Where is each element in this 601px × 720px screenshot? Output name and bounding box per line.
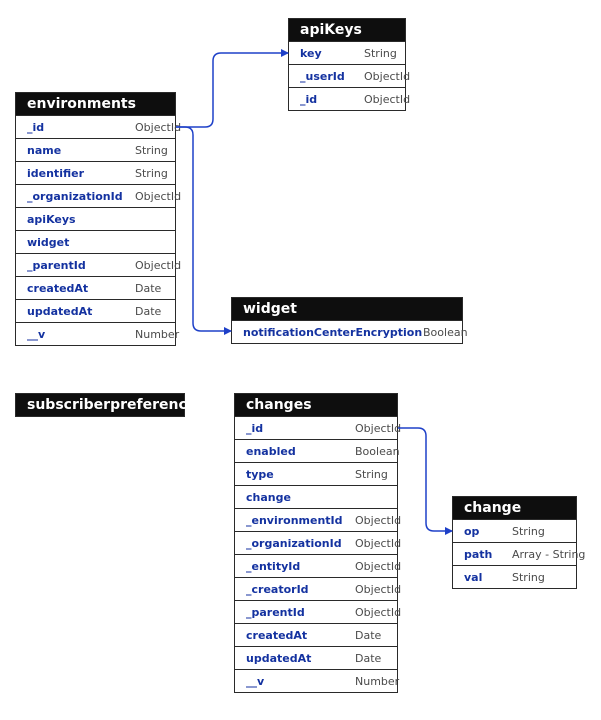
- table-subscriberpreferences: [15, 393, 205, 417]
- field-row: [453, 519, 576, 542]
- field-row: [16, 138, 175, 161]
- connector-environments-to-apiKeys: [176, 53, 288, 127]
- field-row: [453, 542, 586, 565]
- field-name: _userId: [300, 69, 345, 83]
- field-type: ObjectId: [355, 559, 402, 573]
- field-row: [453, 565, 576, 588]
- field-type: String: [135, 143, 168, 157]
- field-name: _id: [300, 92, 318, 106]
- field-row: [16, 184, 182, 207]
- table-widget: [231, 297, 468, 344]
- field-name: _entityId: [246, 559, 301, 573]
- field-name: apiKeys: [27, 212, 76, 226]
- field-name: type: [246, 467, 274, 481]
- field-type: Date: [135, 304, 162, 318]
- field-type: ObjectId: [135, 258, 182, 272]
- table-changes: [234, 393, 402, 693]
- field-type: ObjectId: [355, 536, 402, 550]
- field-name: path: [464, 547, 493, 561]
- field-name: op: [464, 524, 480, 538]
- field-row: [235, 462, 397, 485]
- field-row: [16, 161, 175, 184]
- field-name: createdAt: [27, 281, 89, 295]
- field-name: __v: [246, 674, 265, 688]
- field-row: [235, 439, 400, 462]
- table-apiKeys: [288, 18, 411, 111]
- field-name: val: [464, 570, 483, 584]
- field-row: [289, 87, 411, 110]
- field-name: _creatorId: [246, 582, 309, 596]
- field-name: updatedAt: [27, 304, 93, 318]
- field-type: String: [135, 166, 168, 180]
- field-row: [235, 416, 402, 439]
- table-title: change: [453, 497, 576, 519]
- field-name: createdAt: [246, 628, 308, 642]
- field-row: [16, 207, 175, 230]
- field-row: [16, 253, 182, 276]
- table-title: subscriberpreferences: [16, 394, 184, 416]
- connector-environments-to-widget: [176, 127, 231, 331]
- field-name: enabled: [246, 444, 296, 458]
- table-title: apiKeys: [289, 19, 405, 41]
- field-name: _parentId: [27, 258, 86, 272]
- table-change: [452, 496, 586, 589]
- table-title: widget: [232, 298, 462, 320]
- field-row: [232, 320, 468, 343]
- field-name: change: [246, 490, 291, 504]
- field-type: String: [355, 467, 388, 481]
- field-type: String: [364, 46, 397, 60]
- field-name: notificationCenterEncryption: [243, 325, 423, 339]
- field-type: Number: [355, 674, 400, 688]
- field-type: ObjectId: [135, 189, 182, 203]
- table-title: changes: [235, 394, 397, 416]
- field-row: [16, 322, 180, 345]
- field-type: ObjectId: [355, 605, 402, 619]
- field-row: [235, 554, 402, 577]
- field-type: Date: [135, 281, 162, 295]
- field-type: Boolean: [355, 444, 400, 458]
- field-row: [16, 115, 182, 138]
- field-type: Boolean: [423, 325, 468, 339]
- field-type: Date: [355, 651, 382, 665]
- field-name: _organizationId: [246, 536, 342, 550]
- field-type: ObjectId: [355, 513, 402, 527]
- field-type: Date: [355, 628, 382, 642]
- field-type: ObjectId: [364, 69, 411, 83]
- field-type: Number: [135, 327, 180, 341]
- field-name: updatedAt: [246, 651, 312, 665]
- field-type: ObjectId: [355, 421, 402, 435]
- field-name: _id: [27, 120, 45, 134]
- field-row: [289, 64, 411, 87]
- field-row: [235, 669, 400, 692]
- field-name: _organizationId: [27, 189, 123, 203]
- field-type: String: [512, 524, 545, 538]
- field-name: __v: [27, 327, 46, 341]
- field-type: ObjectId: [355, 582, 402, 596]
- field-name: name: [27, 143, 62, 157]
- field-row: [235, 485, 397, 508]
- field-row: [235, 577, 402, 600]
- field-row: [235, 531, 402, 554]
- table-title: environments: [16, 93, 175, 115]
- field-row: [16, 276, 175, 299]
- table-environments: [15, 92, 182, 346]
- field-name: widget: [27, 235, 70, 249]
- field-type: ObjectId: [135, 120, 182, 134]
- field-name: key: [300, 46, 322, 60]
- field-row: [16, 230, 175, 253]
- field-row: [289, 41, 405, 64]
- field-type: Array - String: [512, 547, 586, 561]
- connector-changes-to-change: [398, 428, 452, 531]
- field-type: String: [512, 570, 545, 584]
- field-name: _environmentId: [246, 513, 343, 527]
- field-row: [235, 623, 397, 646]
- field-row: [235, 600, 402, 623]
- field-row: [235, 508, 402, 531]
- field-name: _parentId: [246, 605, 305, 619]
- field-row: [235, 646, 397, 669]
- field-name: _id: [246, 421, 264, 435]
- field-name: identifier: [27, 166, 85, 180]
- field-type: ObjectId: [364, 92, 411, 106]
- field-row: [16, 299, 175, 322]
